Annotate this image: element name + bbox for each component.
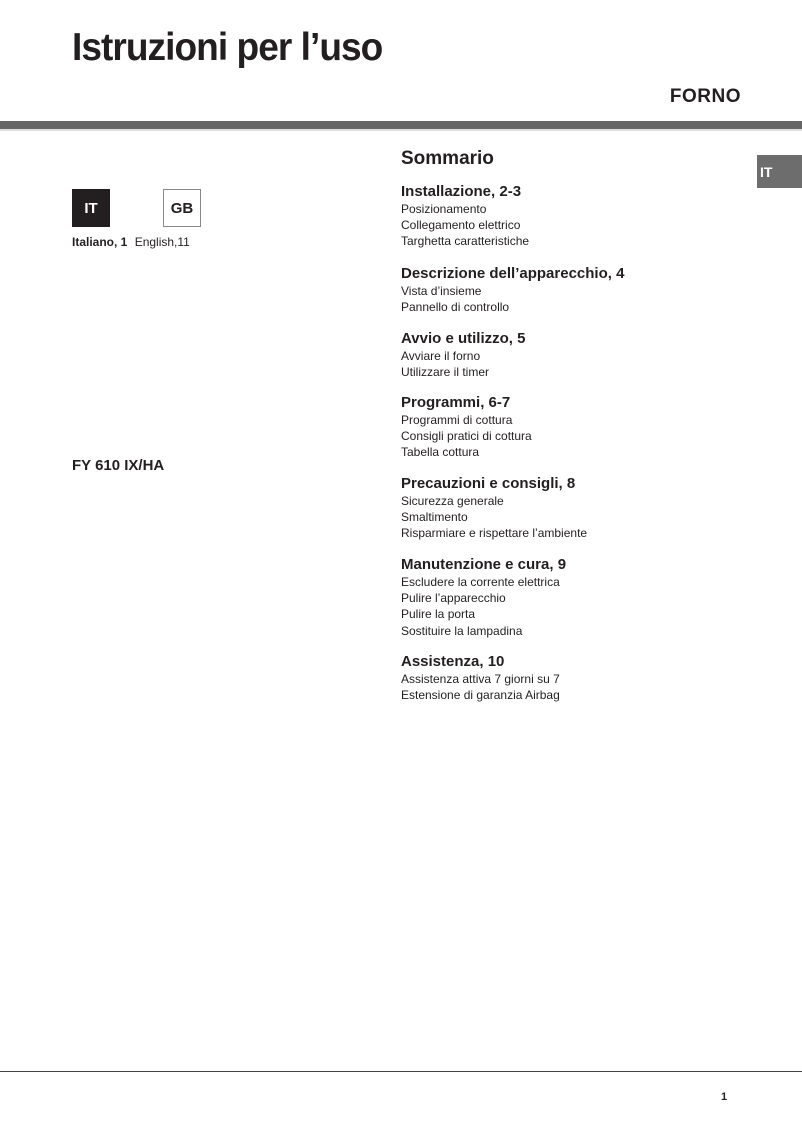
toc-item: Targhetta caratteristiche: [401, 234, 530, 249]
toc-section-heading: Programmi, 6-7: [401, 394, 511, 411]
toc-item: Sicurezza generale: [401, 494, 504, 508]
toc-item: Risparmiare e rispettare l’ambiente: [401, 526, 588, 541]
model-number: FY 610 IX/HA: [72, 457, 165, 474]
toc-section: [401, 556, 566, 639]
toc-section: [401, 330, 525, 380]
toc-title: Sommario: [401, 148, 494, 169]
product-type: FORNO: [669, 86, 741, 107]
toc-item: Pulire l’apparecchio: [401, 591, 506, 606]
toc-section-heading: Manutenzione e cura, 9: [401, 556, 567, 573]
toc-item: Utilizzare il timer: [401, 365, 490, 380]
language-italian: Italiano, 1: [72, 235, 128, 249]
toc-section: [401, 475, 587, 542]
footer-divider: [0, 1071, 802, 1072]
toc-section: [401, 183, 529, 250]
toc-item: Escludere la corrente elettrica: [401, 575, 560, 589]
language-tab: IT: [757, 155, 802, 188]
toc-section: [401, 653, 560, 703]
toc-section: [401, 394, 532, 461]
toc-item: Sostituire la lampadina: [401, 623, 523, 638]
toc-item: Estensione di garanzia Airbag: [401, 688, 560, 703]
toc-section-heading: Assistenza, 10: [401, 653, 505, 670]
language-index: [72, 235, 190, 249]
toc-section-heading: Avvio e utilizzo, 5: [401, 330, 526, 347]
flag-gb-icon: GB: [163, 189, 201, 227]
toc-item: Vista d’insieme: [401, 284, 482, 298]
flag-it-icon: IT: [72, 189, 110, 227]
toc-item: Consigli pratici di cottura: [401, 429, 532, 444]
toc-item: Pannello di controllo: [401, 300, 510, 315]
toc-section-heading: Installazione, 2-3: [401, 183, 522, 200]
toc-item: Tabella cottura: [401, 445, 480, 460]
toc-section-heading: Descrizione dell’apparecchio, 4: [401, 265, 625, 282]
header-divider: [0, 121, 802, 129]
language-english: English,11: [134, 235, 190, 249]
page-title: Istruzioni per l’uso: [72, 26, 383, 69]
toc-item: Avviare il forno: [401, 349, 481, 363]
toc-section: [401, 265, 624, 315]
toc-item: Programmi di cottura: [401, 413, 513, 427]
toc-item: Assistenza attiva 7 giorni su 7: [401, 672, 560, 686]
toc-item: Smaltimento: [401, 510, 468, 525]
toc-item: Collegamento elettrico: [401, 218, 521, 233]
toc-section-heading: Precauzioni e consigli, 8: [401, 475, 576, 492]
toc-item: Pulire la porta: [401, 607, 476, 622]
header-divider-shadow: [0, 129, 802, 131]
page-number: 1: [721, 1091, 728, 1103]
toc-item: Posizionamento: [401, 202, 487, 216]
